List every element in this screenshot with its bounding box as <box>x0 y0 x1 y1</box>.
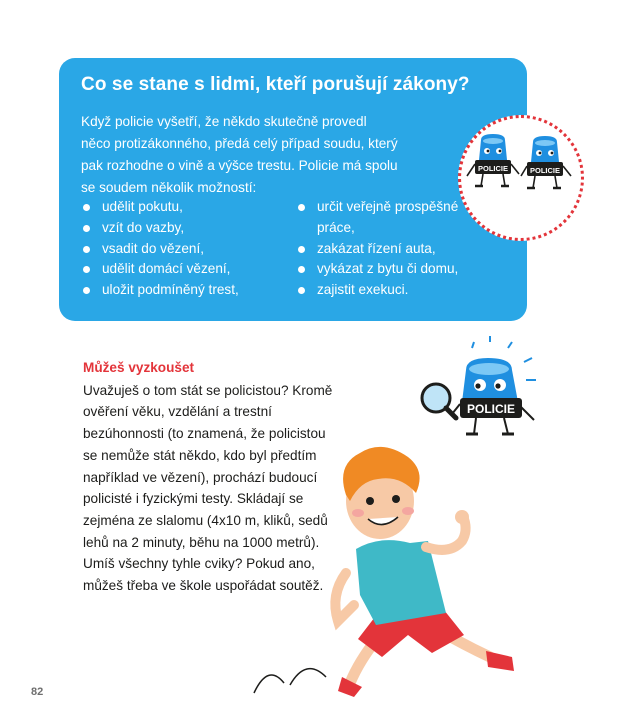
list-item: uložit podmíněný trest, <box>81 280 281 301</box>
jump-trail-icon <box>254 669 326 693</box>
siren-detective-label: POLICIE <box>466 402 516 416</box>
box-title: Co se stane s lidmi, kteří porušují zákony? <box>81 74 470 95</box>
siren-left-label: POLICIE <box>477 164 509 173</box>
siren-left-icon <box>467 134 519 186</box>
options-list-right <box>296 197 486 301</box>
two-sirens-illustration <box>463 130 578 220</box>
list-item: vzít do vazby, <box>81 218 281 239</box>
page-number: 82 <box>31 686 44 698</box>
info-box <box>59 58 527 321</box>
list-item: vsadit do vězení, <box>81 239 281 260</box>
section-heading: Můžeš vyzkoušet <box>83 360 195 375</box>
siren-right-icon <box>521 136 571 188</box>
list-item: vykázat z bytu či domu, <box>296 259 486 280</box>
siren-right-label: POLICIE <box>529 166 561 175</box>
options-list-left <box>81 197 281 301</box>
section-text: Uvažuješ o tom stát se policistou? Kromě ověření věku, vzdělání a trestní bezúhonnosti (to znamená, že policistou se nemůže stát někdo, kdo byl předtím například ve vězení), prochází budoucí policisté i fyzickými testy. Skládají se zejména ze slalomu (4x10 m, kliků, sedů lehů na 2 minuty, běhu na 1000 metrů). Umíš všechny tyhle cviky? Pokud ano, můžeš třeba ve škole uspořádat soutěž. <box>83 382 333 594</box>
list-item: zajistit exekuci. <box>296 280 486 301</box>
shoe-right-icon <box>486 651 514 671</box>
detective-siren-illustration <box>416 340 556 445</box>
magnifying-glass-icon <box>422 384 460 418</box>
list-item: udělit domácí vězení, <box>81 259 281 280</box>
list-item: udělit pokutu, <box>81 197 281 218</box>
box-intro: Když policie vyšetří, že někdo skutečně provedl něco protizákonného, předá celý případ soudu, který pak rozhodne o vině a výšce trestu. Policie má spolu se soudem několik možností: <box>81 114 398 195</box>
list-item: určit veřejně prospěšné práce, <box>296 197 486 239</box>
running-boy-illustration <box>250 445 530 700</box>
list-item: zakázat řízení auta, <box>296 239 486 260</box>
